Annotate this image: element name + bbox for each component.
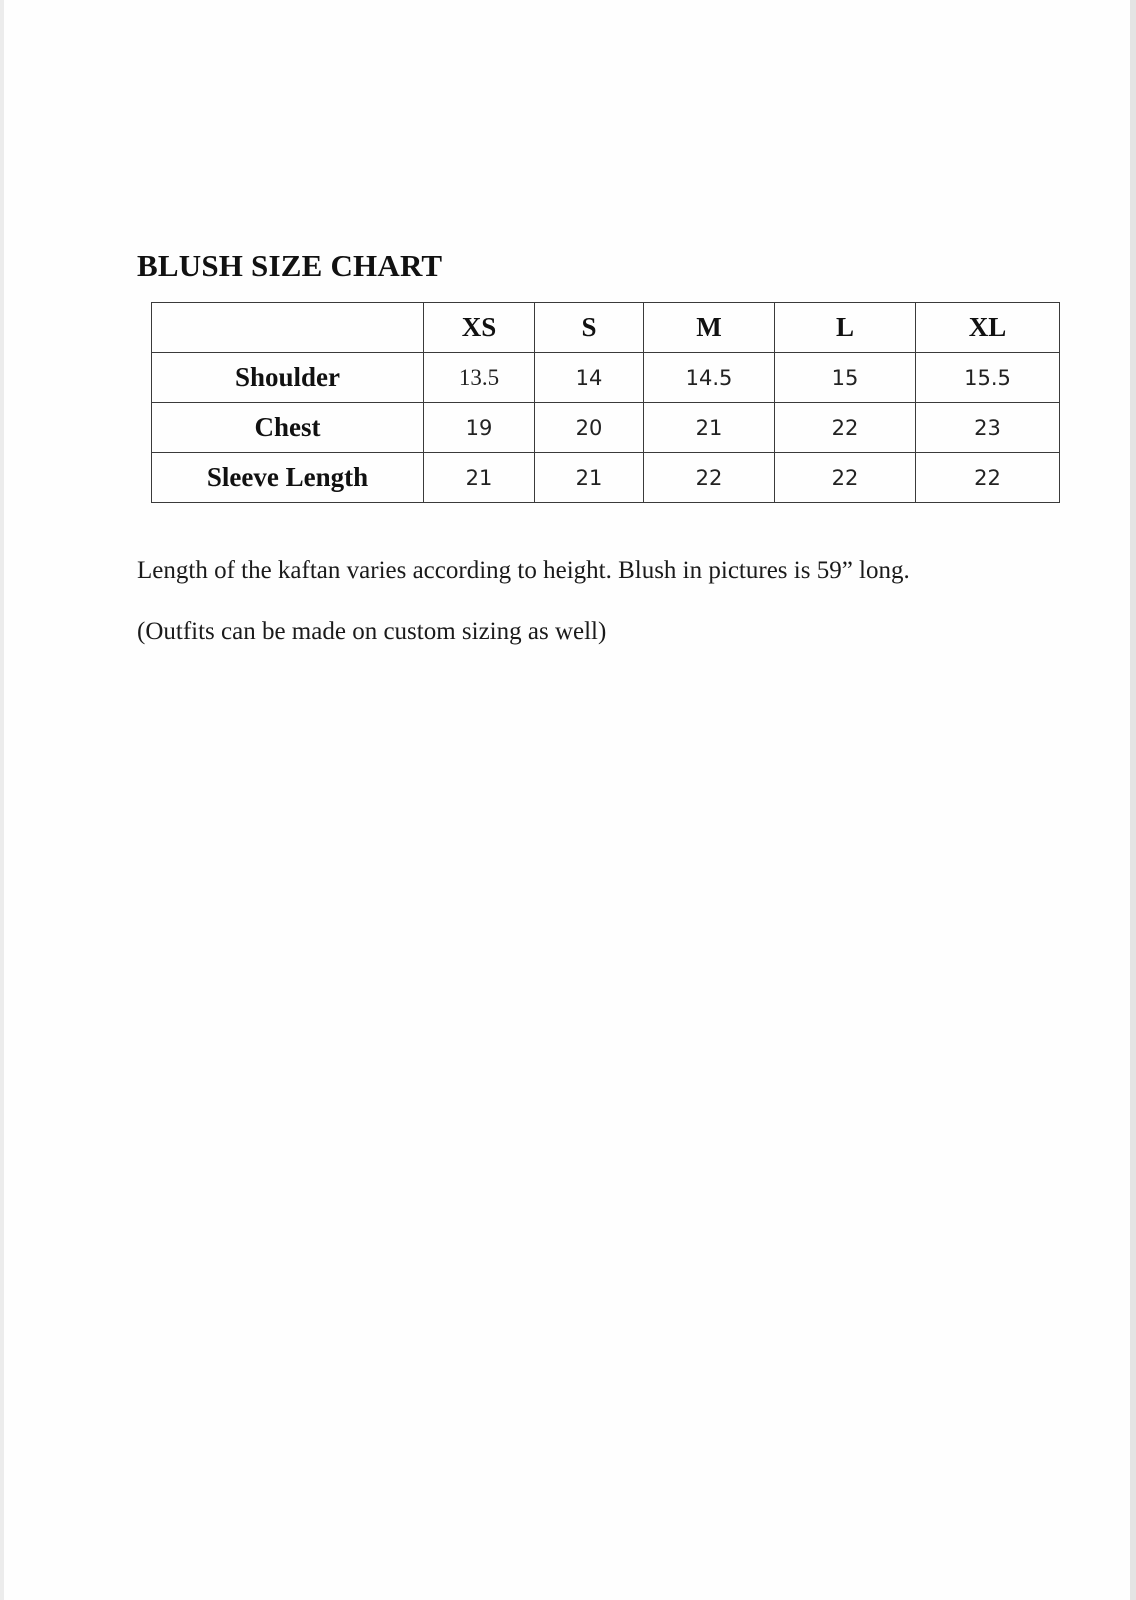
table-cell: 22 — [775, 403, 916, 453]
table-cell: 15.5 — [916, 353, 1060, 403]
table-cell: 21 — [644, 403, 775, 453]
table-cell: 22 — [775, 453, 916, 503]
row-label-sleeve-length: Sleeve Length — [152, 453, 424, 503]
size-chart-table — [151, 302, 1060, 503]
table-cell: 15 — [775, 353, 916, 403]
table-cell: 19 — [424, 403, 535, 453]
row-label-chest: Chest — [152, 403, 424, 453]
table-cell: 22 — [916, 453, 1060, 503]
table-row — [152, 453, 1060, 503]
document-page — [4, 0, 1134, 1600]
header-cell-s: S — [535, 303, 644, 353]
header-cell-xl: XL — [916, 303, 1060, 353]
table-row — [152, 353, 1060, 403]
table-cell: 23 — [916, 403, 1060, 453]
table-cell: 20 — [535, 403, 644, 453]
table-cell: 21 — [424, 453, 535, 503]
page-edge-shadow — [1130, 0, 1136, 1600]
table-row — [152, 403, 1060, 453]
header-cell-l: L — [775, 303, 916, 353]
header-cell-xs: XS — [424, 303, 535, 353]
table-cell: 22 — [644, 453, 775, 503]
row-label-shoulder: Shoulder — [152, 353, 424, 403]
table-cell: 14.5 — [644, 353, 775, 403]
table-cell: 14 — [535, 353, 644, 403]
header-cell-m: M — [644, 303, 775, 353]
custom-sizing-note: (Outfits can be made on custom sizing as well) — [137, 618, 607, 645]
page-title: BLUSH SIZE CHART — [137, 248, 443, 283]
header-cell-empty — [152, 303, 424, 353]
table-cell: 21 — [535, 453, 644, 503]
table-cell: 13.5 — [424, 353, 535, 403]
table-header-row — [152, 303, 1060, 353]
length-note: Length of the kaftan varies according to height. Blush in pictures is 59” long. — [137, 557, 910, 584]
